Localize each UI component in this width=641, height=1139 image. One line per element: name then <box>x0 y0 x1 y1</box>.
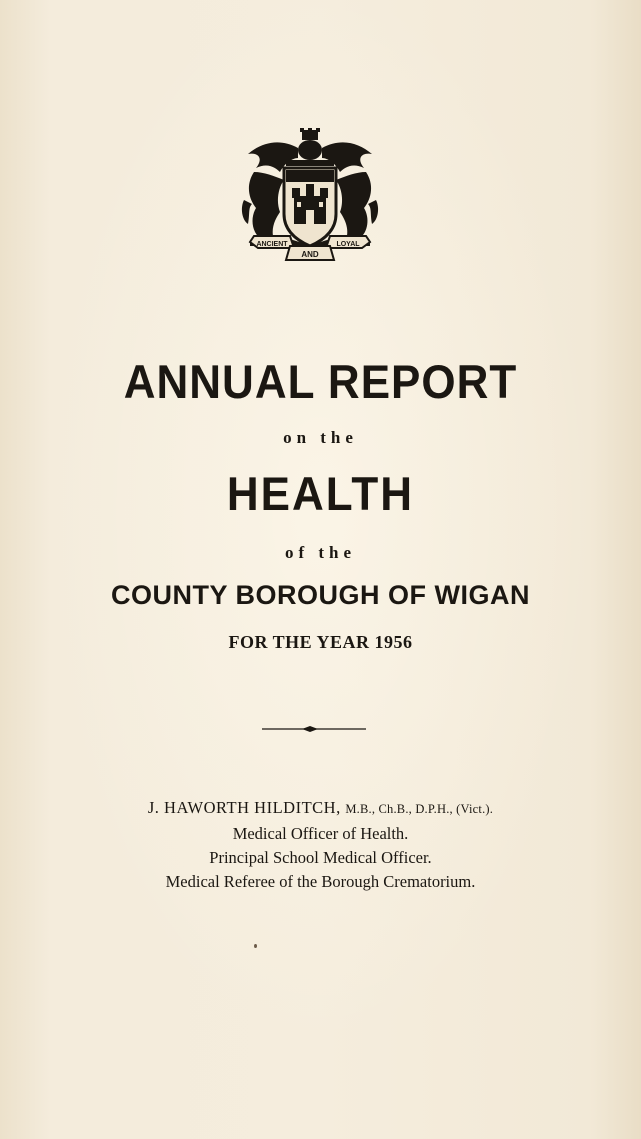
author-line <box>0 798 641 818</box>
authority-name: COUNTY BOROUGH OF WIGAN <box>111 580 530 610</box>
connector-of-the: of the <box>284 543 357 562</box>
coat-of-arms-icon <box>240 128 380 268</box>
report-title: ANNUAL REPORT <box>123 356 518 409</box>
arrow-rule-icon <box>262 724 366 734</box>
paper-speck <box>254 944 257 948</box>
connector-on-the: on the <box>283 428 358 447</box>
report-subject: HEALTH <box>226 468 415 521</box>
motto-word-1: ANCIENT <box>256 241 288 248</box>
author-role-1: Medical Officer of Health. <box>232 824 409 843</box>
report-period: FOR THE YEAR 1956 <box>228 632 413 652</box>
motto-word-2: AND <box>301 250 319 259</box>
author-qualifications: M.B., Ch.B., D.P.H., (Vict.). <box>345 802 494 816</box>
motto-word-3: LOYAL <box>336 241 360 248</box>
author-role-2: Principal School Medical Officer. <box>209 848 432 867</box>
author-name: J. HAWORTH HILDITCH, <box>147 798 341 817</box>
author-role-3: Medical Referee of the Borough Crematorium. <box>165 872 476 891</box>
